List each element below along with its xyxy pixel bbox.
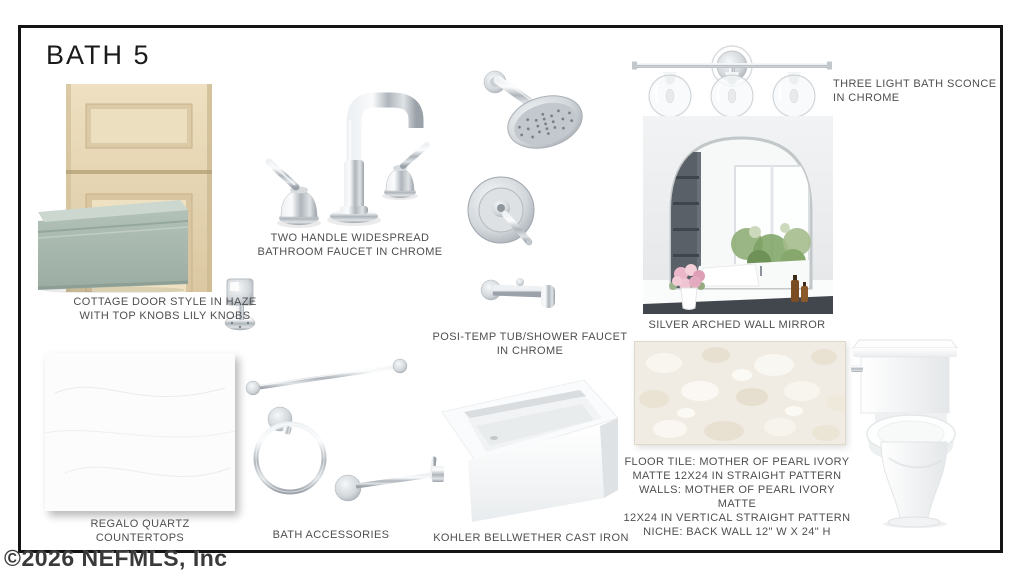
- quartz-label: [45, 517, 235, 545]
- tub-spout: [481, 278, 555, 308]
- sconce-label: [833, 77, 998, 105]
- cabinet-label-line2: WITH TOP KNOBS LILY KNOBS: [79, 310, 251, 322]
- tile-spec-label: [622, 455, 852, 539]
- bath-accessories-image: [236, 356, 458, 524]
- arched-mirror-image: [643, 116, 833, 314]
- towel-ring: [256, 407, 324, 492]
- cabinet-label: [60, 295, 270, 323]
- shower-faucet-image: [465, 58, 605, 330]
- sconce-globes: [649, 68, 815, 117]
- faucet-right-handle: [382, 145, 427, 200]
- tile-texture: [634, 341, 846, 445]
- sconce-label-line2: IN CHROME: [833, 92, 900, 104]
- haze-paint-sample-image: [38, 198, 188, 293]
- tile-spec-line5: NICHE: BACK WALL 12" W X 24" H: [643, 526, 831, 538]
- quartz-label-line2: COUNTERTOPS: [95, 532, 185, 544]
- shower-label-line2: IN CHROME: [496, 345, 564, 357]
- page-title: BATH 5: [46, 40, 151, 70]
- faucet-left-handle: [269, 162, 321, 228]
- mirror-label: SILVER ARCHED WALL MIRROR: [648, 319, 826, 331]
- cabinet-label-line1: COTTAGE DOOR STYLE IN HAZE: [73, 296, 257, 308]
- tile-spec-line1: FLOOR TILE: MOTHER OF PEARL IVORY: [624, 456, 850, 468]
- toilet-paper-holder: [335, 459, 434, 501]
- quartz-swatch-image: [45, 353, 235, 511]
- faucet-label: [250, 231, 450, 259]
- faucet-label-line2: BATHROOM FAUCET IN CHROME: [257, 246, 443, 258]
- tile-spec-line2: MATTE 12X24 IN STRAIGHT PATTERN: [632, 470, 842, 482]
- accessories-label: BATH ACCESSORIES: [272, 529, 390, 541]
- faucet-label-line1: TWO HANDLE WIDESPREAD: [270, 232, 430, 244]
- toilet-image: [845, 338, 965, 528]
- towel-bar: [246, 359, 407, 395]
- shower-valve-trim: [468, 177, 534, 245]
- tile-spec-line3: WALLS: MOTHER OF PEARL IVORY MATTE: [639, 484, 835, 510]
- sconce-label-line1: THREE LIGHT BATH SCONCE: [833, 78, 997, 90]
- shower-head: [484, 71, 588, 157]
- shower-label: [430, 330, 630, 358]
- watermark-text: ©2026 NEFMLS, Inc: [4, 545, 228, 571]
- bath-sconce-image: [632, 36, 832, 120]
- quartz-label-line1: REGALO QUARTZ: [90, 518, 190, 530]
- quartz-veining: [45, 353, 235, 511]
- tile-spec-line4: 12X24 IN VERTICAL STRAIGHT PATTERN: [623, 512, 851, 524]
- tile-swatch-image: [634, 341, 846, 445]
- shower-label-line1: POSI-TEMP TUB/SHOWER FAUCET: [432, 331, 628, 343]
- bathtub-image: [432, 374, 618, 526]
- bathroom-faucet-image: [256, 60, 446, 230]
- tub-label: KOHLER BELLWETHER CAST IRON: [433, 532, 629, 544]
